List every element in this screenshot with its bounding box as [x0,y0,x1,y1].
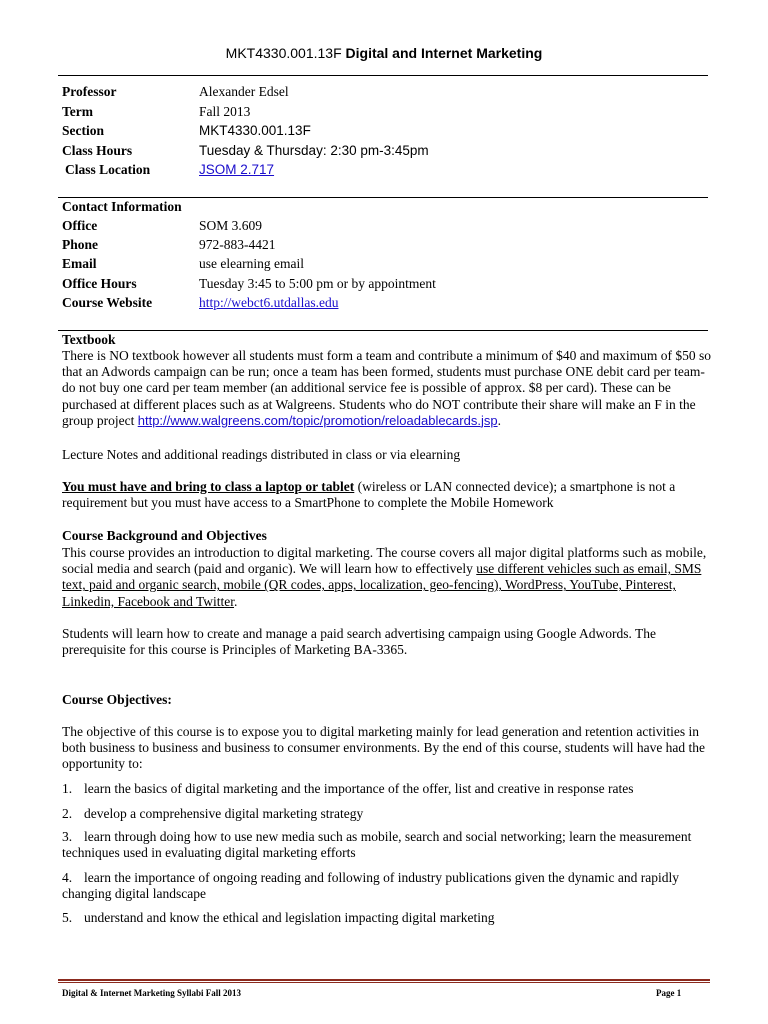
website-row [62,295,702,314]
lecture-notes: Lecture Notes and additional readings distributed in class or via elearning [62,447,461,462]
list-text: develop a comprehensive digital marketing strategy [84,806,364,821]
list-text: learn the importance of ongoing reading and following of industry publications given the dynamic and rapidly changing digital landscape [62,870,679,902]
textbook-end: . [497,412,501,428]
office-value: SOM 3.609 [199,218,263,233]
footer-rule-thin [58,982,710,983]
objectives-intro: The objective of this course is to expose you to digital marketing mainly for lead generation and retention activities in both business to business and business to consumer environments. By the end of this course, students will have had the opportunity to: [62,724,706,772]
divider-top [58,75,708,76]
professor-row [62,84,702,103]
section-label: Section [62,123,104,138]
background-vehicles: use different vehicles such as email, SMS text, paid and organic search, mobile (QR codes, apps, localization, geo-fencing), WordPress, YouTube, Pinterest, Linkedin, Facebook and Twitter [62,561,702,609]
website-label: Course Website [62,295,153,310]
walgreens-link[interactable]: http://www.walgreens.com/topic/promotion/reloadablecards.jsp [137,412,498,428]
laptop-requirement [62,479,712,511]
background-intro: This course provides an introduction to digital marketing. The course covers all major digital platforms such as mobile, social media and search (paid and organic). We will learn how to effectively [62,545,707,577]
term-value: Fall 2013 [199,104,251,119]
divider-contact [58,197,708,198]
term-row [62,104,702,123]
class-hours-value: Tuesday & Thursday: 2:30 pm-3:45pm [199,143,429,158]
divider-textbook [58,330,708,331]
footer-title: Digital & Internet Marketing Syllabi Fall 2013 [62,988,241,998]
phone-value: 972-883-4421 [199,237,276,252]
list-item [62,806,712,822]
textbook-body: There is NO textbook however all students must form a team and contribute a minimum of $40 and maximum of $50 so that an Adwords campaign can be run; once a team has been formed, students must purchase ONE debit card per team- do not buy one card per team member (an additional service fee is possible of approx. $8 per card). These can be purchased at different places such as at Walgreens. Students who do NOT contribute their share will make an F in the group project [62,348,711,428]
page-title [0,45,768,61]
footer-rule-thick [58,979,710,981]
term-label: Term [62,104,93,119]
laptop-rest: (wireless or LAN connected device); a smartphone is not a requirement but you must have access to a SmartPhone to complete the Mobile Homework [62,479,676,511]
page-number: Page 1 [656,988,682,998]
list-text: learn through doing how to use new media such as mobile, search and social networking; learn the measurement techniques used in evaluating digital marketing efforts [62,829,692,861]
phone-row [62,237,702,256]
email-label: Email [62,256,97,271]
textbook-heading: Textbook [62,332,116,347]
list-number: 2. [62,806,73,821]
professor-value: Alexander Edsel [199,84,289,99]
class-hours-label: Class Hours [62,143,133,158]
course-code: MKT4330.001.13F [225,45,342,61]
office-label: Office [62,218,98,233]
objectives-heading: Course Objectives: [62,692,172,707]
website-link[interactable]: http://webct6.utdallas.edu [199,295,339,310]
office-row [62,218,702,237]
phone-label: Phone [62,237,99,252]
list-item [62,870,712,902]
laptop-emphasis: You must have and bring to class a laptop or tablet [62,479,355,494]
class-location-label: Class Location [65,162,151,177]
list-number: 5. [62,910,73,925]
contact-heading: Contact Information [62,199,182,214]
list-text: understand and know the ethical and legislation impacting digital marketing [84,910,495,925]
class-location-row [62,162,702,181]
list-number: 3. [62,829,73,844]
list-item [62,781,712,797]
section-value: MKT4330.001.13F [199,123,311,138]
professor-label: Professor [62,84,117,99]
class-hours-row [62,143,702,162]
list-item [62,910,712,926]
adwords-paragraph: Students will learn how to create and manage a paid search advertising campaign using Google Adwords. The prerequisite for this course is Principles of Marketing BA-3365. [62,626,656,658]
email-value: use elearning email [199,256,304,271]
section-row [62,123,702,142]
list-item [62,829,712,861]
email-row [62,256,702,275]
class-location-link[interactable]: JSOM 2.717 [199,162,275,177]
list-number: 1. [62,781,73,796]
office-hours-label: Office Hours [62,276,137,291]
course-title: Digital and Internet Marketing [345,45,543,61]
office-hours-value: Tuesday 3:45 to 5:00 pm or by appointment [199,276,436,291]
background-heading: Course Background and Objectives [62,528,267,543]
background-end: . [234,593,238,609]
list-text: learn the basics of digital marketing and the importance of the offer, list and creative in response rates [84,781,634,796]
background-paragraph [62,545,712,610]
textbook-paragraph [62,348,712,429]
list-number: 4. [62,870,73,885]
office-hours-row [62,276,702,295]
